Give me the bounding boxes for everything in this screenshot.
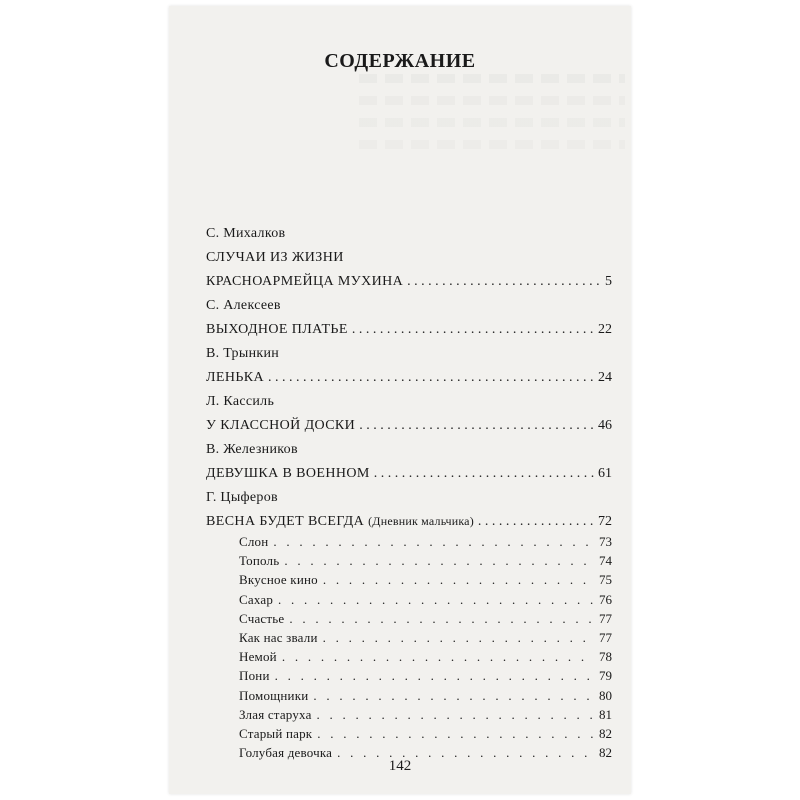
- dot-leader: [359, 414, 594, 438]
- toc-story-entry: [206, 551, 612, 570]
- toc-page-number: 24: [598, 370, 612, 385]
- toc-story-entry: [206, 628, 612, 647]
- toc-author: В. Железников: [206, 442, 298, 457]
- toc-work-title: ВЫХОДНОЕ ПЛАТЬЕ: [206, 322, 348, 337]
- toc-work-subtitle: (Дневник мальчика): [368, 514, 474, 528]
- toc-page-number: 74: [599, 553, 612, 569]
- toc-story-entry: [206, 686, 612, 705]
- dot-leader: [275, 666, 594, 685]
- toc-page-number: 61: [598, 466, 612, 481]
- toc-page-number: 78: [599, 649, 612, 665]
- toc-entry: [206, 366, 612, 390]
- dot-leader: [313, 686, 594, 705]
- toc-author: Г. Цыферов: [206, 490, 278, 505]
- toc-story-title: Злая старуха: [239, 706, 312, 722]
- toc-author: Л. Кассиль: [206, 394, 275, 409]
- dot-leader: [323, 570, 594, 589]
- book-page: [169, 6, 631, 794]
- dot-leader: [478, 511, 594, 533]
- toc-page-number: 76: [599, 591, 612, 607]
- page-number: 142: [388, 758, 412, 774]
- toc-page-number: 77: [599, 629, 612, 645]
- dot-leader: [352, 318, 594, 342]
- toc-page-number: 81: [599, 706, 612, 722]
- toc-entry: [206, 510, 612, 532]
- toc-page-number: 82: [599, 725, 612, 741]
- page-title: СОДЕРЖАНИЕ: [324, 50, 476, 72]
- dot-leader: [289, 609, 594, 628]
- toc-page-number: 5: [605, 274, 612, 289]
- toc-story-entry: [206, 705, 612, 724]
- dot-leader: [317, 724, 594, 743]
- dot-leader: [268, 366, 594, 390]
- toc-story-entry: [206, 647, 612, 666]
- toc-work-title: ЛЕНЬКА: [206, 370, 265, 385]
- dot-leader: [284, 551, 594, 570]
- toc-story-entry: [206, 724, 612, 743]
- toc-author: В. Трынкин: [206, 346, 280, 361]
- toc-story-entry: [206, 666, 612, 685]
- dot-leader: [278, 590, 594, 609]
- dot-leader: [323, 628, 594, 647]
- toc-entry: [206, 414, 612, 438]
- toc-page-number: 75: [599, 572, 612, 588]
- toc-story-entry: [206, 609, 612, 628]
- toc-author: С. Алексеев: [206, 298, 281, 313]
- bleed-through-text: [359, 74, 625, 83]
- toc-page-number: 72: [598, 514, 612, 529]
- toc-story-title: Тополь: [239, 553, 280, 569]
- toc-story-title: Вкусное кино: [239, 572, 318, 588]
- toc-entry: [206, 462, 612, 486]
- toc-story-title: Сахар: [239, 591, 274, 607]
- toc-page-number: 46: [598, 418, 612, 433]
- toc-page-number: 79: [599, 668, 612, 684]
- toc-story-title: Слон: [239, 534, 269, 549]
- toc-story-title: Старый парк: [239, 725, 313, 741]
- toc-page-number: 77: [599, 610, 612, 626]
- dot-leader: [374, 462, 594, 486]
- bleed-through-text: [359, 118, 625, 127]
- dot-leader: [407, 270, 601, 294]
- toc-story-entry: [206, 570, 612, 589]
- toc-story-title: Как нас звали: [239, 629, 318, 645]
- toc-story-title: Голубая девочка: [239, 745, 333, 761]
- toc-page-number: 80: [599, 687, 612, 703]
- toc-story-entry: [206, 590, 612, 609]
- toc-work-title-line: СЛУЧАИ ИЗ ЖИЗНИ: [206, 250, 344, 265]
- toc-work-title: ВЕСНА БУДЕТ ВСЕГДА: [206, 514, 365, 529]
- toc-story-title: Помощники: [239, 687, 309, 703]
- toc-page-number: 22: [598, 322, 612, 337]
- toc-author: С. Михалков: [206, 226, 286, 241]
- toc-page-number: 82: [599, 745, 612, 761]
- toc-work-title-line: КРАСНОАРМЕЙЦА МУХИНА: [206, 274, 404, 289]
- toc-story-title: Пони: [239, 668, 270, 684]
- toc-page-number: 73: [599, 534, 612, 549]
- dot-leader: [273, 532, 594, 551]
- toc-entry: [206, 318, 612, 342]
- toc-story-title: Счастье: [239, 610, 285, 626]
- dot-leader: [317, 705, 594, 724]
- dot-leader: [282, 647, 594, 666]
- toc-work-title: [206, 246, 612, 270]
- toc-entry: [206, 270, 612, 294]
- toc-story-title: Немой: [239, 649, 277, 665]
- toc-work-title: ДЕВУШКА В ВОЕННОМ: [206, 466, 370, 481]
- bleed-through-text: [359, 140, 625, 149]
- bleed-through-text: [359, 96, 625, 105]
- table-of-contents: [206, 222, 612, 762]
- toc-story-entry: [206, 532, 612, 551]
- toc-work-title: У КЛАССНОЙ ДОСКИ: [206, 418, 356, 433]
